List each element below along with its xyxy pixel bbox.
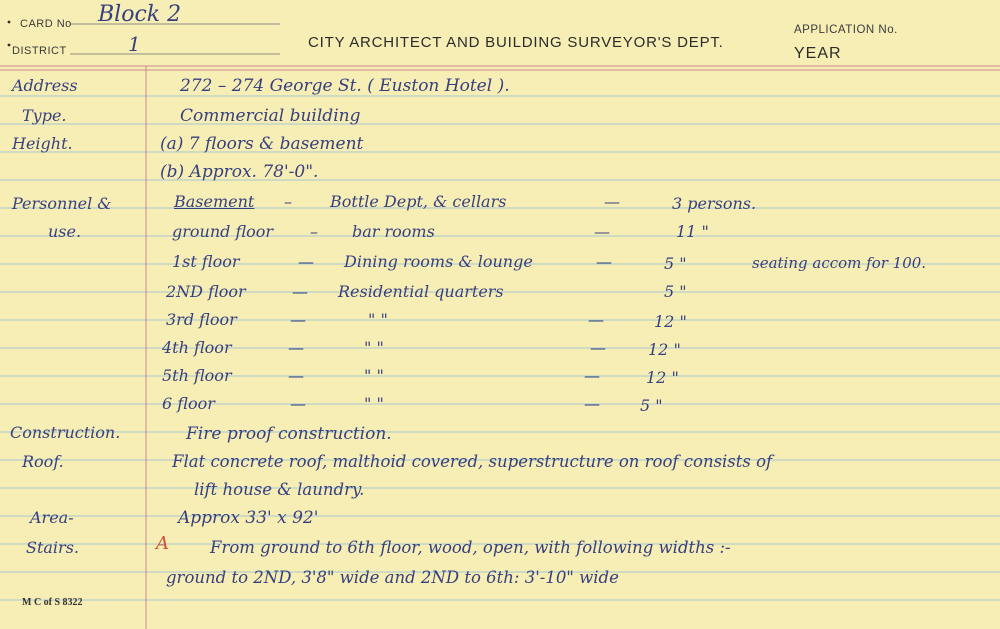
stairs-value-line1: From ground to 6th floor, wood, open, with following widths :- bbox=[210, 538, 731, 557]
row-dash: — bbox=[596, 252, 612, 271]
person-count: 3 persons. bbox=[672, 194, 757, 213]
floor-use: Bottle Dept, & cellars bbox=[330, 192, 507, 211]
label-address: Address bbox=[12, 76, 78, 95]
person-count: 12 " bbox=[654, 312, 687, 331]
floor-name: 6 floor bbox=[162, 394, 215, 413]
height-a-value: (a) 7 floors & basement bbox=[160, 134, 364, 154]
floor-name: 5th floor bbox=[162, 366, 232, 385]
stairs-marker: A bbox=[156, 533, 169, 554]
row-dash: — bbox=[594, 222, 610, 241]
floor-use: Dining rooms & lounge bbox=[344, 252, 533, 271]
row-dash: – bbox=[284, 192, 292, 211]
row-dash: — bbox=[288, 338, 304, 357]
form-code: M C of S 8322 bbox=[22, 597, 83, 608]
stairs-value-line2: ground to 2ND, 3'8" wide and 2ND to 6th: 3'-10" wide bbox=[166, 568, 619, 587]
floor-use: Residential quarters bbox=[338, 282, 504, 301]
address-value: 272 – 274 George St. ( Euston Hotel ). bbox=[180, 76, 510, 96]
label-roof: Roof. bbox=[22, 452, 64, 471]
floor-name: 4th floor bbox=[162, 338, 232, 357]
area-value: Approx 33' x 92' bbox=[178, 508, 319, 528]
floor-use: " " bbox=[364, 394, 384, 413]
row-dash: — bbox=[298, 252, 314, 271]
row-dash: — bbox=[288, 366, 304, 385]
floor-name: ground floor bbox=[172, 222, 274, 241]
district-value: 1 bbox=[128, 32, 141, 56]
row-dash: — bbox=[584, 394, 600, 413]
person-count: 11 " bbox=[676, 222, 709, 241]
row-dash: — bbox=[588, 310, 604, 329]
height-b-value: (b) Approx. 78'-0". bbox=[160, 162, 319, 182]
label-type: Type. bbox=[22, 106, 67, 125]
floor-use: " " bbox=[364, 338, 384, 357]
floor-name: 1st floor bbox=[172, 252, 240, 271]
label-area: Area- bbox=[30, 508, 74, 527]
card-no-label: CARD No bbox=[20, 18, 72, 30]
person-count: 5 " bbox=[664, 282, 687, 301]
row-dash: — bbox=[290, 310, 306, 329]
year-label: YEAR bbox=[794, 45, 842, 62]
label-use: use. bbox=[48, 222, 82, 241]
floor-use: " " bbox=[364, 366, 384, 385]
type-value: Commercial building bbox=[180, 106, 361, 126]
floor-name: 3rd floor bbox=[166, 310, 237, 329]
department-title: CITY ARCHITECT AND BUILDING SURVEYOR'S DEPT. bbox=[308, 34, 724, 51]
row-dash: – bbox=[310, 222, 318, 241]
label-personnel: Personnel & bbox=[12, 194, 112, 213]
person-count: 5 " bbox=[664, 254, 687, 273]
seating-note: seating accom for 100. bbox=[752, 254, 927, 272]
roof-value-line1: Flat concrete roof, malthoid covered, superstructure on roof consists of bbox=[172, 452, 773, 471]
row-dash: — bbox=[604, 192, 620, 211]
label-stairs: Stairs. bbox=[26, 538, 79, 557]
card-no-value: Block 2 bbox=[98, 2, 182, 27]
label-height: Height. bbox=[12, 134, 73, 153]
row-dash: — bbox=[290, 394, 306, 413]
floor-name: 2ND floor bbox=[166, 282, 246, 301]
person-count: 12 " bbox=[646, 368, 679, 387]
construction-value: Fire proof construction. bbox=[186, 424, 392, 444]
floor-name: Basement bbox=[174, 192, 255, 211]
roof-value-line2: lift house & laundry. bbox=[194, 480, 365, 499]
person-count: 5 " bbox=[640, 396, 663, 415]
application-no-label: APPLICATION No. bbox=[794, 24, 898, 36]
floor-use: " " bbox=[368, 310, 388, 329]
district-label: DISTRICT bbox=[12, 45, 67, 57]
row-dash: — bbox=[292, 282, 308, 301]
floor-use: bar rooms bbox=[352, 222, 435, 241]
row-dash: — bbox=[584, 366, 600, 385]
label-construction: Construction. bbox=[10, 423, 121, 442]
person-count: 12 " bbox=[648, 340, 681, 359]
row-dash: — bbox=[590, 338, 606, 357]
